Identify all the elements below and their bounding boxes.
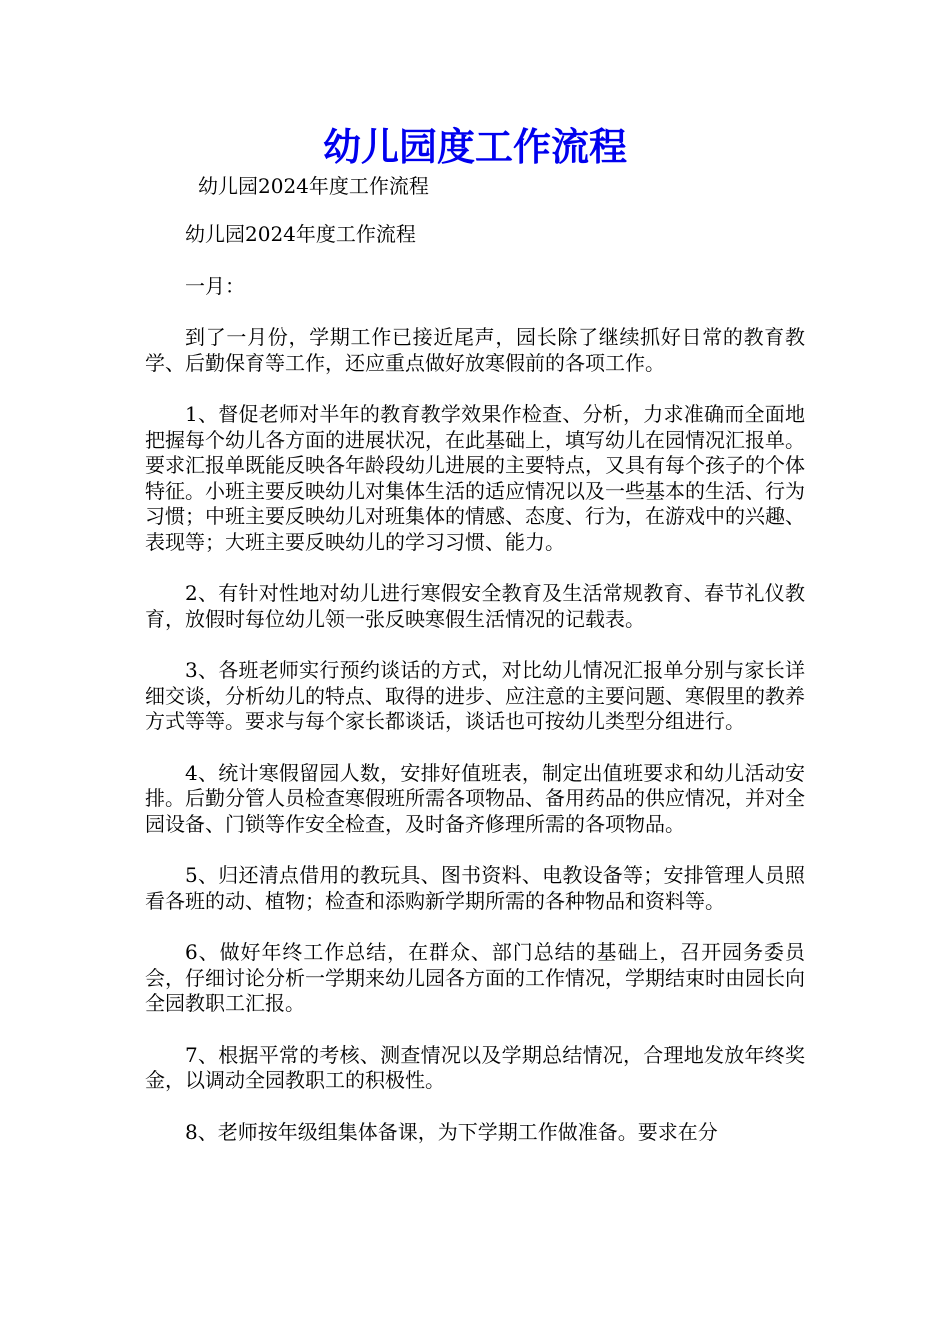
paragraph: 一月：: [185, 273, 245, 298]
paragraph: 8、老师按年级组集体备课，为下学期工作做准备。要求在分: [185, 1119, 718, 1144]
paragraph: 5、归还清点借用的教玩具、图书资料、电教设备等；安排管理人员照看各班的动、植物；检查和添购新学期所需的各种物品和资料等。: [145, 863, 805, 913]
paragraph: 1、督促老师对半年的教育教学效果作检查、分析，力求准确而全面地把握每个幼儿各方面的进展状况，在此基础上，填写幼儿在园情况汇报单。要求汇报单既能反映各年龄段幼儿进展的主要特点，又具有每个孩子的个体特征。小班主要反映幼儿对集体生活的适应情况以及一些基本的生活、行为习惯；中班主要反映幼儿对班集体的情感、态度、行为，在游戏中的兴趣、表现等；大班主要反映幼儿的学习习惯、能力。: [145, 402, 805, 554]
paragraph: 到了一月份，学期工作已接近尾声，园长除了继续抓好日常的教育教学、后勤保育等工作，还应重点做好放寒假前的各项工作。: [145, 325, 805, 375]
paragraph: 幼儿园2024年度工作流程: [185, 222, 416, 246]
paragraph: 7、根据平常的考核、测查情况以及学期总结情况，合理地发放年终奖金，以调动全园教职工的积极性。: [145, 1042, 805, 1092]
document-subtitle: 幼儿园2024年度工作流程: [198, 174, 429, 198]
document-title: 幼儿园度工作流程: [322, 125, 627, 169]
paragraph: 4、统计寒假留园人数，安排好值班表，制定出值班要求和幼儿活动安排。后勤分管人员检查寒假班所需各项物品、备用药品的供应情况，并对全园设备、门锁等作安全检查，及时备齐修理所需的各项物品。: [145, 760, 805, 836]
paragraph: 3、各班老师实行预约谈话的方式，对比幼儿情况汇报单分别与家长详细交谈，分析幼儿的特点、取得的进步、应注意的主要问题、寒假里的教养方式等等。要求与每个家长都谈话，谈话也可按幼儿类型分组进行。: [145, 658, 805, 733]
paragraph: 2、有针对性地对幼儿进行寒假安全教育及生活常规教育、春节礼仪教育，放假时每位幼儿领一张反映寒假生活情况的记载表。: [145, 581, 805, 631]
document-body: [145, 222, 805, 1171]
paragraph: 6、做好年终工作总结，在群众、部门总结的基础上，召开园务委员会，仔细讨论分析一学期来幼儿园各方面的工作情况，学期结束时由园长向全园教职工汇报。: [145, 940, 805, 1015]
